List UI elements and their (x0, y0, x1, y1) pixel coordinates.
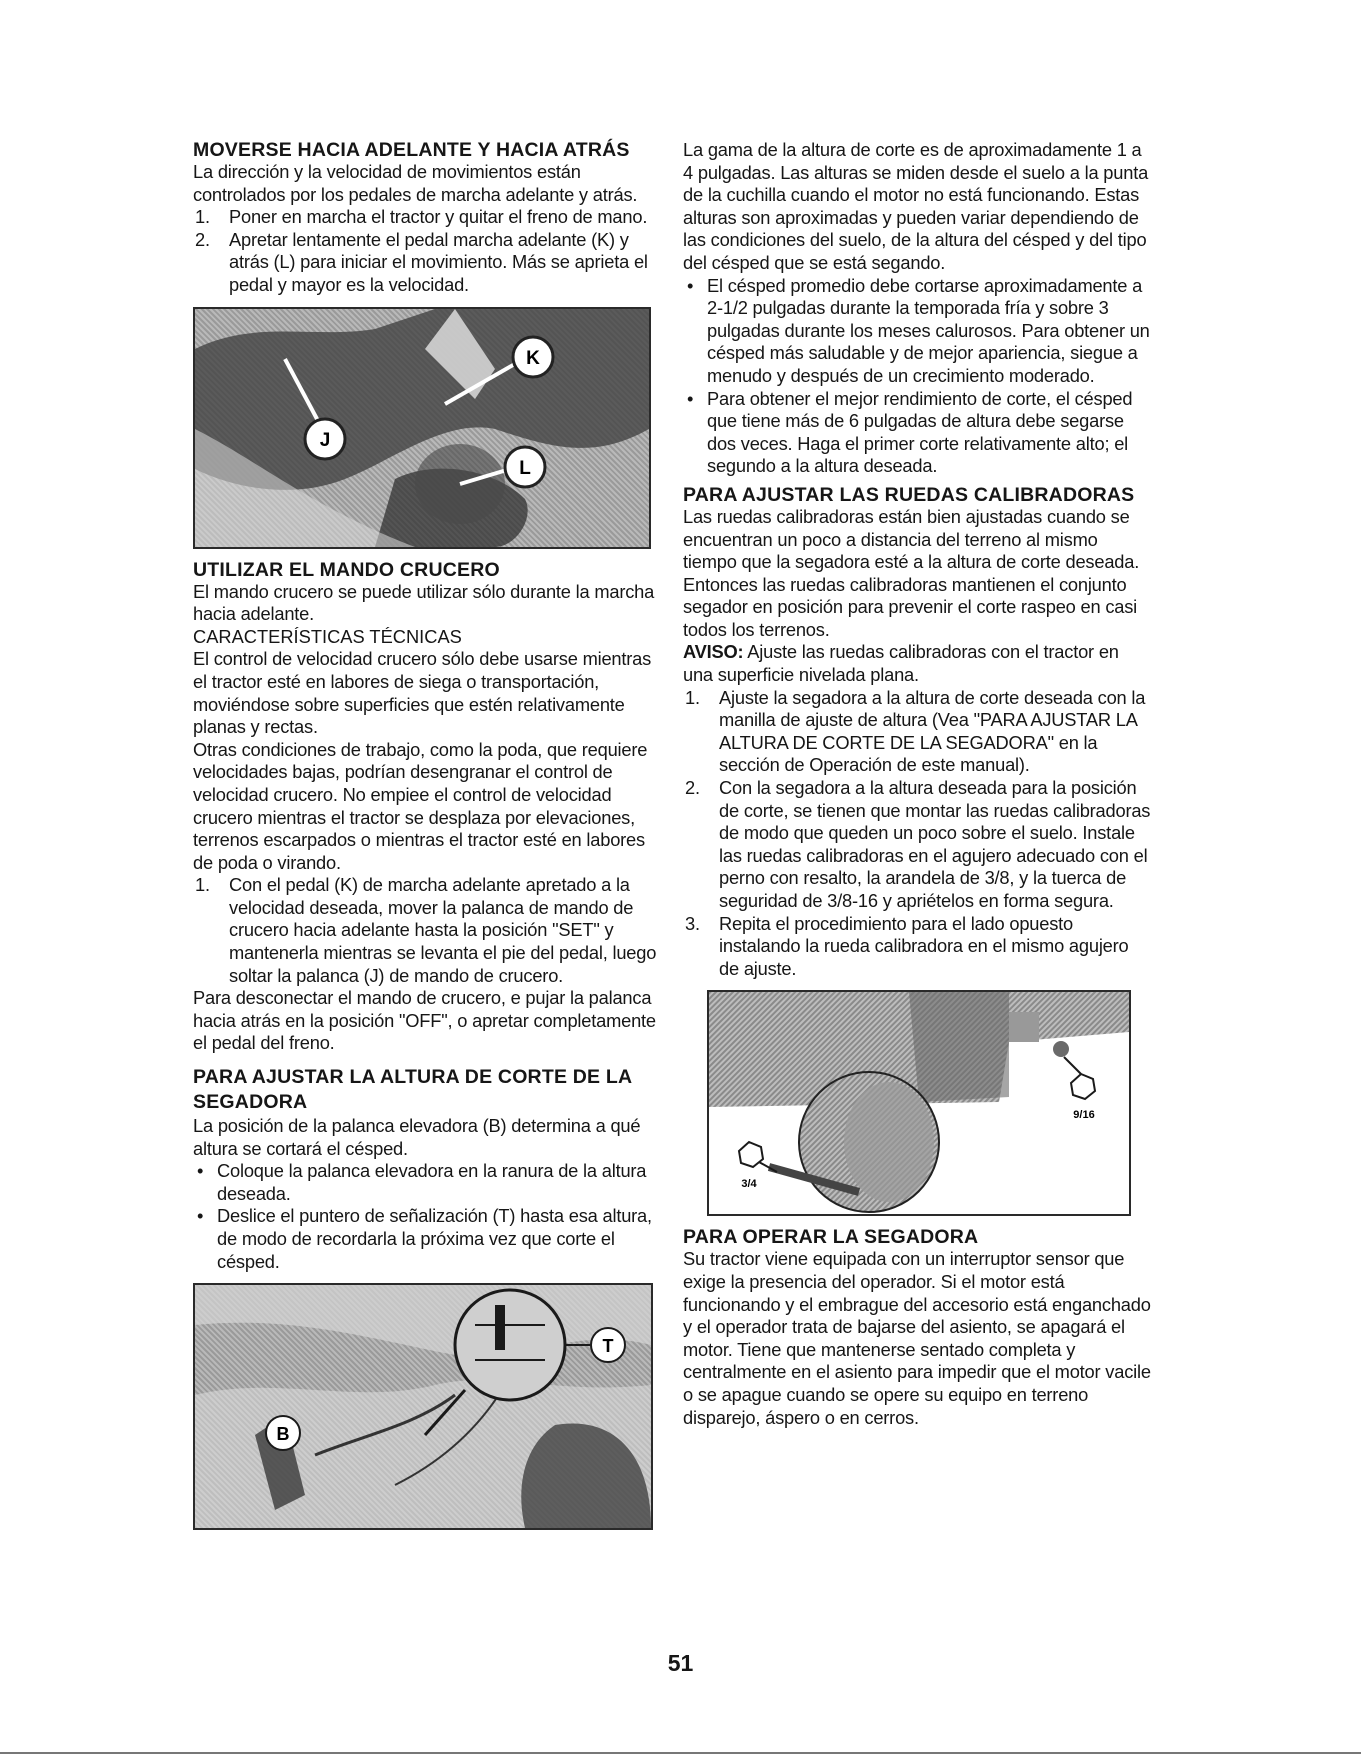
pedals-illustration (195, 309, 649, 547)
section-heading-forward-reverse: MOVERSE HACIA ADELANTE Y HACIA ATRÁS (193, 139, 630, 161)
step-number: 1. (685, 686, 700, 708)
bullet-icon: • (197, 1205, 204, 1227)
section-heading-operate-mower: PARA OPERAR LA SEGADORA (683, 1226, 979, 1249)
gauge-wheel-photo (707, 990, 1131, 1216)
cruise-control-paragraph-3: Para desconectar el mando de crucero, e pujar la palanca hacia atrás en la posición "OFF", o apretar completamente el pedal del freno. (193, 987, 656, 1054)
section-heading-cruise-control: UTILIZAR EL MANDO CRUCERO (193, 558, 500, 581)
left-column (193, 139, 661, 1530)
page-number: 51 (667, 1650, 694, 1676)
bullet-text: Deslice el puntero de señalización (T) hasta esa altura, de modo de recordarla la próxima vez que corte el césped. (217, 1205, 652, 1272)
list-item (683, 275, 1151, 388)
step-text: Apretar lentamente el pedal marcha adelante (K) y atrás (L) para iniciar el movimiento. Más se aprieta el pedal y mayor es la velocidad. (229, 228, 648, 295)
gauge-wheels-paragraph: Las ruedas calibradoras están bien ajustadas cuando se encuentran un poco a distancia del terreno al mismo tiempo que la segadora esté a la altura de corte deseada. Entonces las ruedas calibradoras mantienen el conjunto segador en posición para prevenir el corte raspeo en casi todos los terrenos. (683, 505, 1140, 640)
scan-edge-divider (0, 1752, 1361, 1754)
callout-b: B (276, 1424, 290, 1445)
list-item (683, 777, 1151, 913)
bullet-text: El césped promedio debe cortarse aproximadamente a 2-1/2 pulgadas durante la temporada fría y sobre 3 pulgadas durante los meses calurosos. Para obtener un césped más saludable y de mejor apariencia, siegue a menudo y después de un crecimiento moderado. (707, 274, 1150, 386)
callout-t: T (602, 1336, 614, 1357)
cruise-control-paragraph-1: El control de velocidad crucero sólo debe usarse mientras el tractor esté en labores de siega o transportación, moviéndose sobre superficies que estén relativamente planas y rectas. (193, 648, 652, 738)
list-item (683, 687, 1151, 777)
list-item (193, 229, 661, 297)
cutting-range-paragraph: La gama de la altura de corte es de aproximadamente 1 a 4 pulgadas. Las alturas se miden desde el suelo a la punta de la cuchilla cuando el motor no está funcionando. Estas alturas son aproximadas y pueden variar dependiendo de las condiciones del suelo, de la altura del césped y del tipo del césped que se está segando. (683, 139, 1149, 273)
step-text: Repita el procedimiento para el lado opuesto instalando la rueda calibradora en el mismo agujero de ajuste. (719, 912, 1129, 979)
pedals-photo (193, 307, 651, 549)
step-number: 2. (685, 777, 700, 799)
section-heading-cutting-height: PARA AJUSTAR LA ALTURA DE CORTE DE LA SEGADORA (193, 1066, 632, 1114)
callout-l: L (519, 457, 531, 479)
step-text: Con la segadora a la altura deseada para la posición de corte, se tienen que montar las ruedas calibradoras de modo que queden un poco sobre el suelo. Instale las ruedas calibradoras en el agujero adecuado con el perno con resalto, la arandela de 3/8, y la tuerca de seguridad de 3/8-16 y apriételos en forma segura. (719, 777, 1151, 911)
notice-label: AVISO: (683, 641, 744, 663)
wrench-size-label-b: 3/4 (741, 1178, 757, 1191)
step-text: Ajuste la segadora a la altura de corte deseada con la manilla de ajuste de altura (Vea "PARA AJUSTAR LA ALTURA DE CORTE DE LA SEGADORA" en la sección de Operación de este manual). (719, 686, 1146, 776)
notice-paragraph (683, 641, 1151, 686)
lift-lever-illustration (195, 1285, 651, 1528)
bullet-icon: • (687, 274, 694, 296)
section-heading-gauge-wheels: PARA AJUSTAR LAS RUEDAS CALIBRADORAS (683, 483, 1135, 506)
wrench-size-label-a: 9/16 (1073, 1109, 1095, 1122)
cruise-control-intro: El mando crucero se puede utilizar sólo durante la marcha hacia adelante. (193, 580, 655, 625)
callout-j: J (319, 429, 331, 451)
list-item (683, 388, 1151, 478)
cruise-control-paragraph-2: Otras condiciones de trabajo, como la poda, que requiere velocidades bajas, podrían desengranar el control de velocidad crucero. No empiee el control de velocidad crucero mientras el tractor se desplaza por elevaciones, terrenos escarpados o mientras el tractor esté en labores de poda o virando. (193, 738, 648, 873)
list-item (193, 206, 661, 229)
bullet-icon: • (687, 387, 694, 409)
operate-mower-paragraph: Su tractor viene equipada con un interruptor sensor que exige la presencia del operador. Si el motor está funcionando y el embrague del accesorio está enganchado y el operador trata de bajarse del asiento, se apagará el motor. Tiene que mantenerse sentado completa y centralmente en el asiento para impedir que el motor vacile o se apague cuando se opere su equipo en terreno disparejo, áspero o en cerros. (683, 1248, 1151, 1428)
bullet-text: Para obtener el mejor rendimiento de corte, el césped que tiene más de 6 pulgadas de altura debe segarse dos veces. Haga el primer corte relativamente alto; el segundo a la altura deseada. (707, 387, 1133, 477)
notice-text: Ajuste las ruedas calibradoras con el tractor en una superficie nivelada plana. (683, 641, 1119, 686)
list-item (193, 874, 661, 987)
list-item (193, 1205, 661, 1273)
gauge-wheel-illustration (709, 992, 1129, 1214)
list-item (683, 913, 1151, 981)
step-number: 3. (685, 912, 700, 934)
step-number: 2. (195, 228, 210, 250)
step-text: Poner en marcha el tractor y quitar el freno de mano. (229, 206, 648, 228)
step-number: 1. (195, 206, 210, 228)
right-column (683, 139, 1151, 1429)
step-text: Con el pedal (K) de marcha adelante apretado a la velocidad deseada, mover la palanca de mando de crucero hacia adelante hasta la posición "SET" y mantenerla mientras se levanta el pie del pedal, luego soltar la palanca (J) de mando de crucero. (229, 874, 657, 986)
bullet-icon: • (197, 1160, 204, 1182)
step-number: 1. (195, 874, 210, 896)
list-item (193, 1160, 661, 1205)
forward-reverse-intro: La dirección y la velocidad de movimientos están controlados por los pedales de marcha adelante y atrás. (193, 161, 638, 205)
technical-features-subheading: CARACTERÍSTICAS TÉCNICAS (193, 625, 462, 647)
bullet-text: Coloque la palanca elevadora en la ranura de la altura deseada. (217, 1160, 647, 1204)
callout-k: K (526, 347, 540, 369)
lift-lever-photo (193, 1283, 653, 1530)
cutting-height-intro: La posición de la palanca elevadora (B) determina a qué altura se cortará el césped. (193, 1115, 641, 1159)
